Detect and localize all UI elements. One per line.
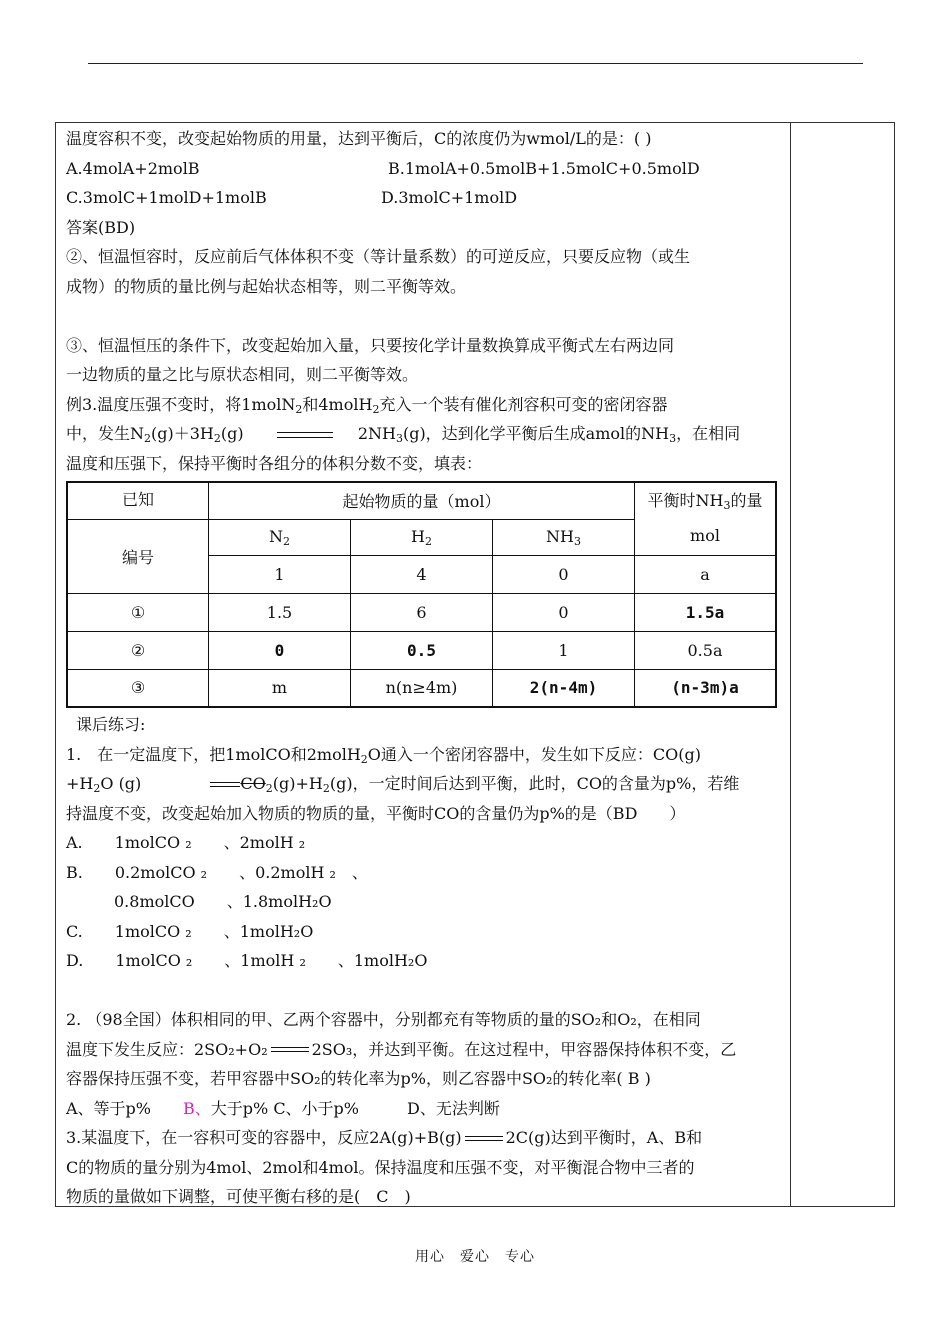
subscript: 2 (322, 782, 330, 795)
subscript: 3 (573, 534, 581, 548)
text-run: 2NH (357, 424, 396, 443)
table-cell-answer: 1.5a (635, 593, 777, 631)
subscript: 2 (213, 432, 221, 445)
row-label: ② (67, 631, 209, 669)
subscript: 2 (283, 534, 290, 548)
text-run: (g)＋3H (151, 424, 214, 443)
text-run: NH (546, 526, 574, 546)
text-run: O (g) (100, 774, 142, 793)
equation-line (66, 419, 784, 449)
text-run: 平衡时NH (647, 491, 724, 511)
text-run: A、等于p% (66, 1098, 184, 1118)
text-run: 和4molH (302, 394, 373, 414)
table-header-number: 编号 (67, 519, 209, 593)
equilibrium-arrow-icon (271, 1046, 309, 1054)
text-run: (g)，达到化学平衡后生成amol的NH (402, 424, 670, 443)
table-cell: n(n≥4m) (351, 669, 493, 707)
equilibrium-table (66, 481, 777, 708)
column-nh3 (493, 519, 635, 555)
option-c: C.3molC+1molD+1molB (66, 188, 267, 207)
exercises-section (66, 710, 784, 1212)
text-run: +H (66, 774, 94, 793)
option-a: A.4molA+2molB (66, 158, 200, 178)
table-cell: 1 (209, 555, 351, 593)
table-cell-answer: 0 (209, 631, 351, 669)
subscript: 2 (360, 752, 368, 766)
table-cell: 4 (351, 555, 493, 593)
text-run: 充入一个装有催化剂容积可变的密闭容器 (379, 394, 668, 414)
equilibrium-arrow-icon (210, 781, 240, 789)
table-header-equilibrium (635, 482, 777, 555)
text-run: ，在相同 (676, 424, 741, 443)
question-line (66, 1123, 784, 1153)
example-line (66, 390, 784, 420)
question-line: 容器保持压强不变，若甲容器中SO₂的转化率为p%，则乙容器中SO₂的转化率( B ) (66, 1069, 651, 1088)
equilibrium-arrow-icon (465, 1135, 503, 1143)
subscript: 2 (424, 534, 432, 548)
text-run: 中，发生N (66, 424, 145, 443)
options-line (66, 154, 784, 184)
question-line (66, 740, 784, 770)
option-line: C. 1molCO ₂ 、1molH₂O (66, 921, 314, 941)
text-run: 2C(g)达到平衡时，A、B和 (505, 1128, 703, 1147)
page-footer: 用心 爱心 专心 (415, 1249, 535, 1265)
margin-column-divider (790, 122, 791, 1207)
subscript: 2 (295, 402, 303, 416)
table-cell-answer: 0.5 (351, 631, 493, 669)
table-header-known: 已知 (67, 482, 209, 519)
equilibrium-arrow-icon (277, 430, 333, 440)
header-rule (88, 63, 863, 64)
table-cell-answer: (n-3m)a (635, 669, 777, 707)
table-cell: 0 (493, 593, 635, 631)
text-run: CO (240, 774, 266, 793)
question-line (66, 1035, 784, 1065)
table-cell-answer: 2(n-4m) (493, 669, 635, 707)
text-run: (g) (272, 774, 296, 793)
text-run: N (269, 526, 283, 546)
section-heading: 课后练习: (76, 715, 146, 734)
option-b: B.1molA+0.5molB+1.5molC+0.5molD (388, 158, 700, 178)
text-run: 2SO₃，并达到平衡。在这过程中，甲容器保持体积不变，乙 (311, 1039, 737, 1059)
option-line: A. 1molCO ₂ 、2molH ₂ (66, 833, 306, 852)
text-run: O通入一个密闭容器中，发生如下反应：CO(g) (367, 744, 702, 764)
option-line: 0.8molCO 、1.8molH₂O (114, 892, 332, 911)
text-line: 成物）的物质的量比例与起始状态相等，则二平衡等效。 (66, 276, 467, 296)
subscript: 2 (93, 782, 101, 795)
column-n2 (209, 519, 351, 555)
subscript: 3 (669, 432, 677, 445)
text-line: ②、恒温恒容时，反应前后气体体积不变（等计量系数）的可逆反应，只要反应物（或生 (66, 247, 691, 266)
question-line: C的物质的量分别为4mol、2mol和4mol。保持温度和压强不变，对平衡混合物中三者的 (66, 1157, 695, 1177)
question-line: 2. （98全国）体积相同的甲、乙两个容器中，分别都充有等物质的量的SO₂和O₂，在相同 (66, 1010, 701, 1029)
row-label: ③ (67, 669, 209, 707)
table-cell: 1.5 (209, 593, 351, 631)
text-line: 温度和压强下，保持平衡时各组分的体积分数不变，填表： (66, 453, 483, 473)
answer-line: 答案(BD) (66, 217, 136, 237)
text-run: mol (690, 526, 720, 546)
text-run: (g) (220, 424, 244, 443)
table-cell: 0 (493, 555, 635, 593)
row-label: ① (67, 593, 209, 631)
subscript: 3 (395, 432, 403, 445)
table-header-start: 起始物质的量（mol） (209, 482, 635, 519)
options-line (66, 183, 784, 213)
question-line: 持温度不变，改变起始加入物质的物质的量，平衡时CO的含量仍为p%的是（BD ） (66, 803, 686, 823)
text-run: 的量 (730, 491, 763, 511)
subscript: 2 (372, 402, 380, 416)
text-line: ③、恒温恒压的条件下，改变起始加入量，只要按化学计量数换算成平衡式左右两边同 (66, 335, 675, 355)
text-line: 一边物质的量之比与原状态相同，则二平衡等效。 (66, 365, 419, 384)
table-cell: 6 (351, 593, 493, 631)
table-cell: 1 (493, 631, 635, 669)
table-cell: 0.5a (635, 631, 777, 669)
option-line: D. 1molCO ₂ 、1molH ₂ 、1molH₂O (66, 951, 428, 970)
table-cell: m (209, 669, 351, 707)
text-line: 温度容积不变，改变起始物质的用量，达到平衡后，C的浓度仍为wmol/L的是：( ) (66, 129, 652, 148)
text-run: 3.某温度下，在一容积可变的容器中，反应2A(g)+B(g) (66, 1128, 462, 1147)
table-cell: a (635, 555, 777, 593)
option-d: D.3molC+1molD (381, 188, 518, 207)
highlighted-option: B、 (183, 1098, 211, 1118)
option-line (66, 1094, 784, 1124)
text-run: 例3.温度压强不变时，将1molN (66, 394, 296, 414)
text-run: (g)，一定时间后达到平衡，此时，CO的含量为p%，若维 (329, 774, 740, 793)
text-run: +H (295, 774, 323, 793)
text-run: H (411, 526, 425, 546)
document-body (66, 124, 784, 478)
text-run: 1. 在一定温度下，把1molCO和2molH (66, 744, 361, 764)
question-line (66, 769, 784, 799)
subscript: 2 (265, 782, 273, 795)
text-run: 温度下发生反应：2SO₂+O₂ (66, 1039, 268, 1059)
subscript: 3 (723, 499, 731, 513)
question-line: 物质的量做如下调整，可使平衡右移的是( C ) (66, 1187, 411, 1206)
text-run: 大于p% C、小于p% D、无法判断 (210, 1098, 500, 1118)
subscript: 2 (144, 432, 152, 445)
option-line: B. 0.2molCO ₂ 、0.2molH ₂ 、 (66, 862, 368, 882)
column-h2 (351, 519, 493, 555)
